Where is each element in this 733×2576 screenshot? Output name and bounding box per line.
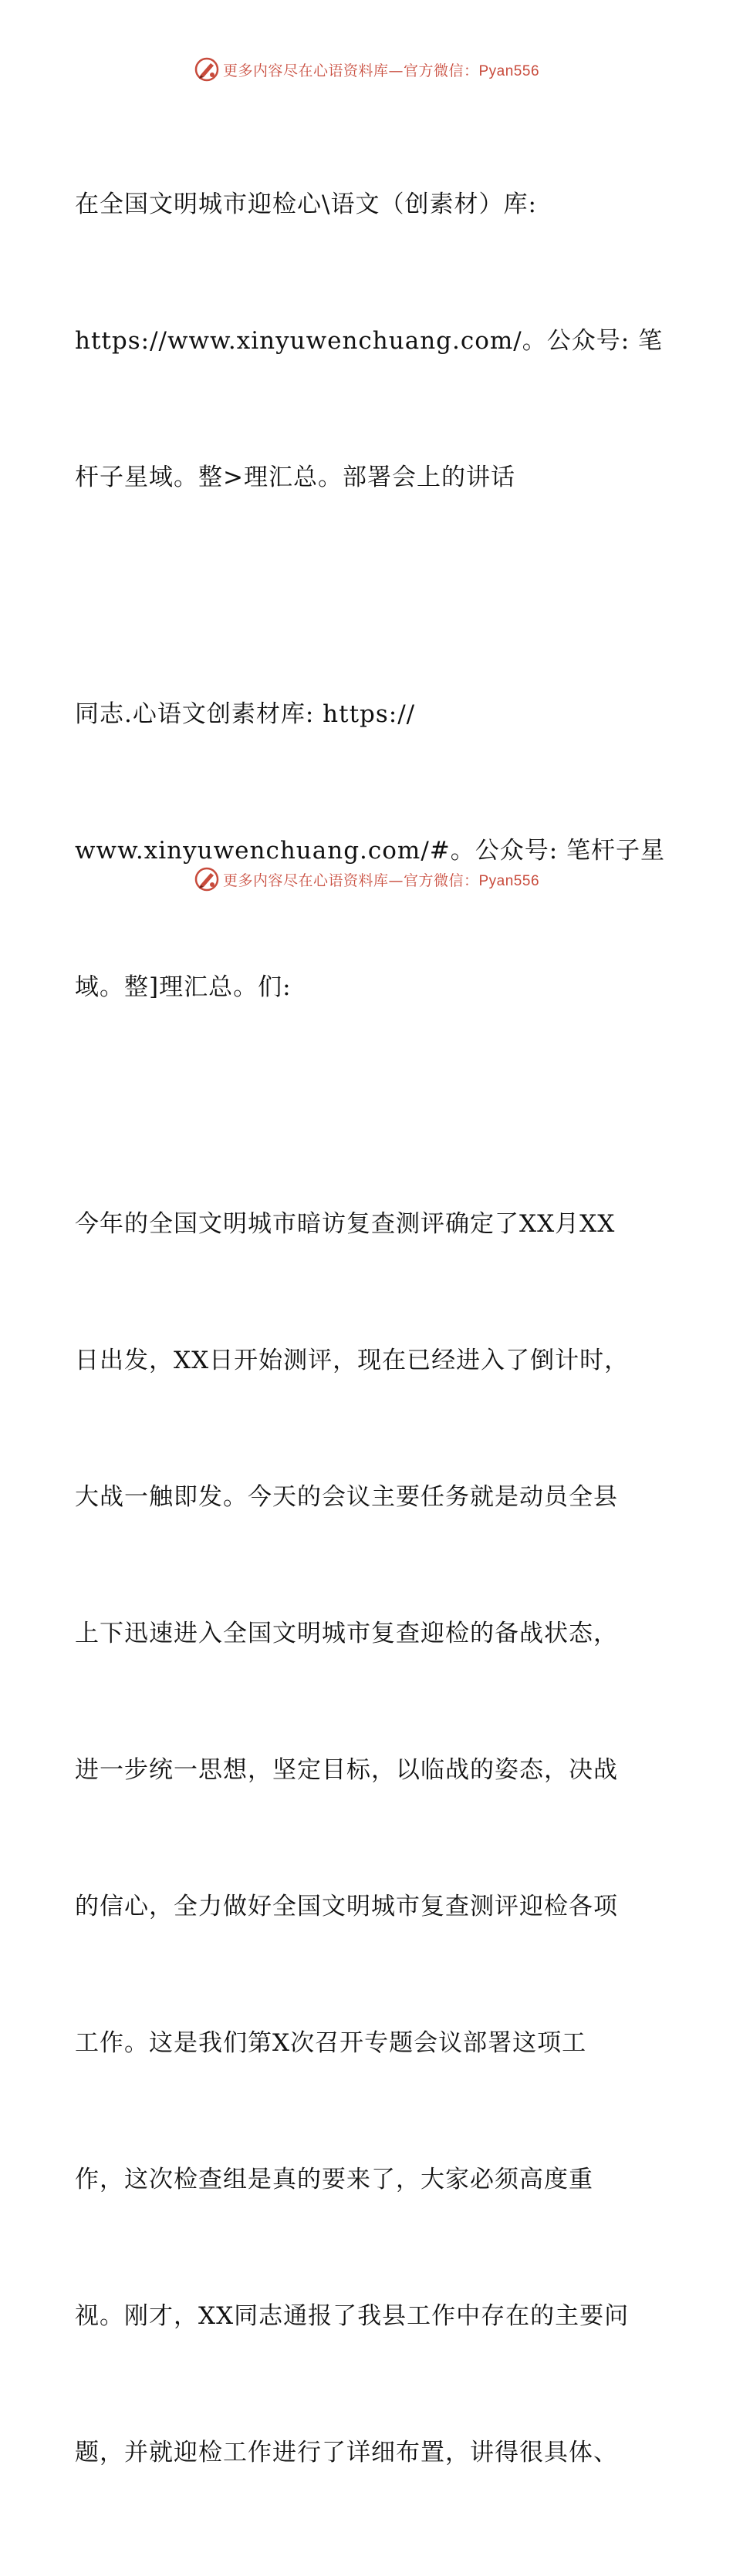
text-line: 域。整]理汇总。们:	[75, 973, 292, 1001]
paragraph-1	[75, 91, 664, 592]
pen-seal-logo-icon	[194, 56, 220, 83]
text-line: 题，并就迎检工作进行了详细布置，讲得很具体、	[75, 2439, 618, 2466]
text-line: 作，这次检查组是真的要来了，大家必须高度重	[75, 2166, 593, 2193]
document-body	[75, 91, 666, 2576]
text-line: https://www.xinyuwenchuang.com/。公众号: 笔	[75, 327, 664, 355]
footer-watermark-banner	[0, 864, 733, 895]
banner-text-cn: 更多内容尽在心语资料库—官方微信：	[222, 872, 479, 889]
text-line: 的信心，全力做好全国文明城市复查测评迎检各项	[75, 1893, 618, 1920]
text-line: 日出发，XX日开始测评，现在已经进入了倒计时，	[75, 1347, 630, 1374]
text-line: www.xinyuwenchuang.com/#。公众号: 笔杆子星	[75, 837, 666, 865]
text-line: 在全国文明城市迎检心\语文（创素材）库:	[75, 191, 537, 218]
text-line: 上下迅速进入全国文明城市复查迎检的备战状态，	[75, 1620, 618, 1647]
text-line: 杆子星域。整>理汇总。部署会上的讲话	[75, 464, 515, 491]
banner-text-cn: 更多内容尽在心语资料库—官方微信：	[222, 62, 479, 79]
paragraph-3	[75, 1111, 661, 2567]
banner-text	[223, 59, 539, 80]
text-line: 同志.心语文创素材库: https://	[75, 700, 416, 728]
banner-wechat-id: Pyan556	[478, 872, 540, 889]
text-line: 进一步统一思想，坚定目标，以临战的姿态，决战	[75, 1756, 618, 1784]
text-line: 工作。这是我们第X次召开专题会议部署这项工	[75, 2029, 587, 2057]
text-line: 视。刚才，XX同志通报了我县工作中存在的主要问	[75, 2302, 630, 2330]
header-watermark-banner	[0, 54, 733, 85]
pen-seal-logo-icon	[194, 866, 220, 892]
banner-wechat-id: Pyan556	[478, 62, 540, 79]
banner-text	[223, 869, 539, 890]
text-line: 大战一触即发。今天的会议主要任务就是动员全县	[75, 1483, 618, 1511]
text-line: 今年的全国文明城市暗访复查测评确定了XX月XX	[75, 1210, 616, 1238]
paragraph-2	[75, 601, 666, 1101]
